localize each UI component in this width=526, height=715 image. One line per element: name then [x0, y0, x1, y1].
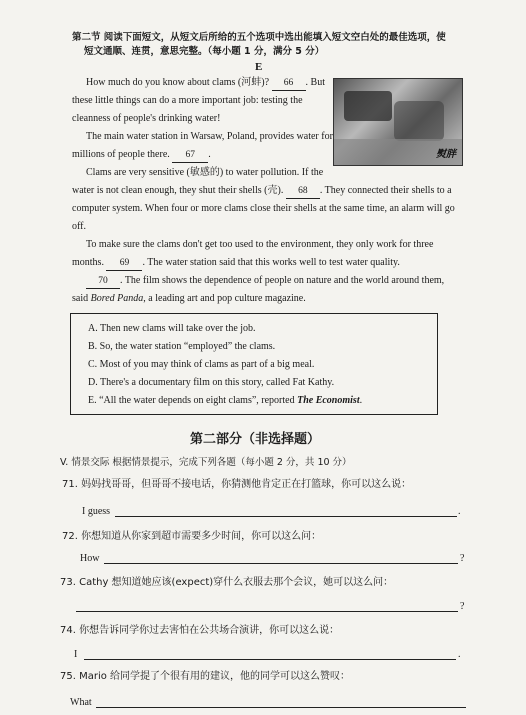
option-text: E. “All the water depends on eight clams”, reported: [88, 395, 298, 406]
blank-70[interactable]: 70: [86, 275, 120, 289]
q72-end: ?: [460, 553, 465, 564]
passage-text: water is not clean enough, they shut their shells (壳).: [72, 185, 284, 196]
option-b[interactable]: B. So, the water station “employed” the clams.: [88, 341, 276, 352]
section-instruction-line2: 短文通顺、连贯，意思完整。（每小题 1 分，满分 5 分）: [84, 46, 325, 57]
q75-answer-line[interactable]: [96, 707, 466, 708]
q73-end: ?: [460, 601, 465, 612]
passage-p2-line2: [72, 148, 211, 163]
option-e[interactable]: [88, 394, 362, 407]
passage-text: , a leading art and pop culture magazine.: [143, 293, 306, 304]
q74-prompt: 74. 你想告诉同学你过去害怕在公共场合演讲，你可以这么说：: [60, 625, 340, 636]
passage-p3-line1: Clams are very sensitive (敏感的) to water pollution. If the: [86, 167, 324, 178]
blank-68[interactable]: 68: [286, 185, 320, 199]
option-text: .: [359, 395, 363, 406]
q73-answer-line[interactable]: [76, 611, 458, 612]
passage-p1-line1: [86, 76, 325, 91]
section-instruction-line1: 第二节 阅读下面短文，从短文后所给的五个选项中选出能填入短文空白处的最佳选项，使: [72, 32, 446, 43]
q71-end: .: [458, 506, 461, 517]
clam-photo: [333, 78, 463, 166]
q71-start: I guess: [82, 506, 111, 517]
photo-caption: 熨胖: [436, 149, 456, 160]
passage-text: millions of people there.: [72, 149, 170, 160]
source-name: The Economist: [297, 395, 360, 406]
q73-prompt: 73. Cathy 想知道她应该(expect)穿什么衣服去那个会议，她可以这么问：: [60, 577, 394, 588]
passage-p5-line1: [86, 274, 444, 289]
passage-p3-line4: off.: [72, 221, 86, 232]
passage-p2-line1: The main water station in Warsaw, Poland, provides water for: [86, 131, 333, 142]
magazine-name: Bored Panda: [90, 293, 144, 304]
option-d[interactable]: D. There's a documentary film on this story, called Fat Kathy.: [88, 377, 335, 388]
q75-start: What: [70, 697, 92, 708]
blank-66[interactable]: 66: [272, 77, 306, 91]
q72-start: How: [80, 553, 100, 564]
q74-answer-line[interactable]: [84, 659, 456, 660]
passage-p1-line3: cleanness of people's drinking water!: [72, 113, 221, 124]
section5-instruction: V. 情景交际 根据情景提示，完成下列各题（每小题 2 分，共 10 分）: [60, 457, 352, 468]
passage-text: . The water station said that this works well to test water quality.: [142, 257, 400, 268]
option-c[interactable]: C. Most of you may think of clams as part of a big meal.: [88, 359, 315, 370]
blank-67[interactable]: 67: [172, 149, 208, 163]
q72-answer-line[interactable]: [104, 563, 458, 564]
q75-prompt: 75. Mario 给同学提了个很有用的建议，他的同学可以这么赞叹：: [60, 671, 351, 682]
passage-text: . The film shows the dependence of people on nature and the world around them,: [120, 275, 445, 286]
blank-69[interactable]: 69: [106, 257, 142, 271]
passage-p5-line2: [72, 292, 306, 305]
passage-p4-line2: [72, 256, 400, 271]
q71-answer-line[interactable]: [115, 516, 457, 517]
passage-text: said: [72, 293, 91, 304]
passage-p3-line3: computer system. When four or more clams close their shells at the same time, an alarm will go: [72, 203, 455, 214]
passage-text: .: [208, 149, 211, 160]
passage-text: How much do you know about clams (河蚌)?: [86, 77, 270, 88]
q74-end: .: [458, 649, 461, 660]
passage-p4-line1: To make sure the clams don't get too used to the environment, they only work for three: [86, 239, 434, 250]
part2-title: 第二部分（非选择题）: [190, 432, 321, 447]
passage-text: months.: [72, 257, 104, 268]
passage-text: . But: [305, 77, 325, 88]
q74-start: I: [74, 649, 78, 660]
passage-label: E: [255, 61, 263, 73]
q71-prompt: 71. 妈妈找哥哥，但哥哥不接电话，你猜测他肯定正在打篮球，你可以这么说：: [62, 479, 412, 490]
passage-p3-line2: [72, 184, 452, 199]
passage-text: . They connected their shells to a: [319, 185, 452, 196]
option-a[interactable]: A. Then new clams will take over the job.: [88, 323, 256, 334]
passage-p1-line2: these little things can do a more important job: testing the: [72, 95, 303, 106]
q72-prompt: 72. 你想知道从你家到超市需要多少时间，你可以这么问：: [62, 531, 322, 542]
